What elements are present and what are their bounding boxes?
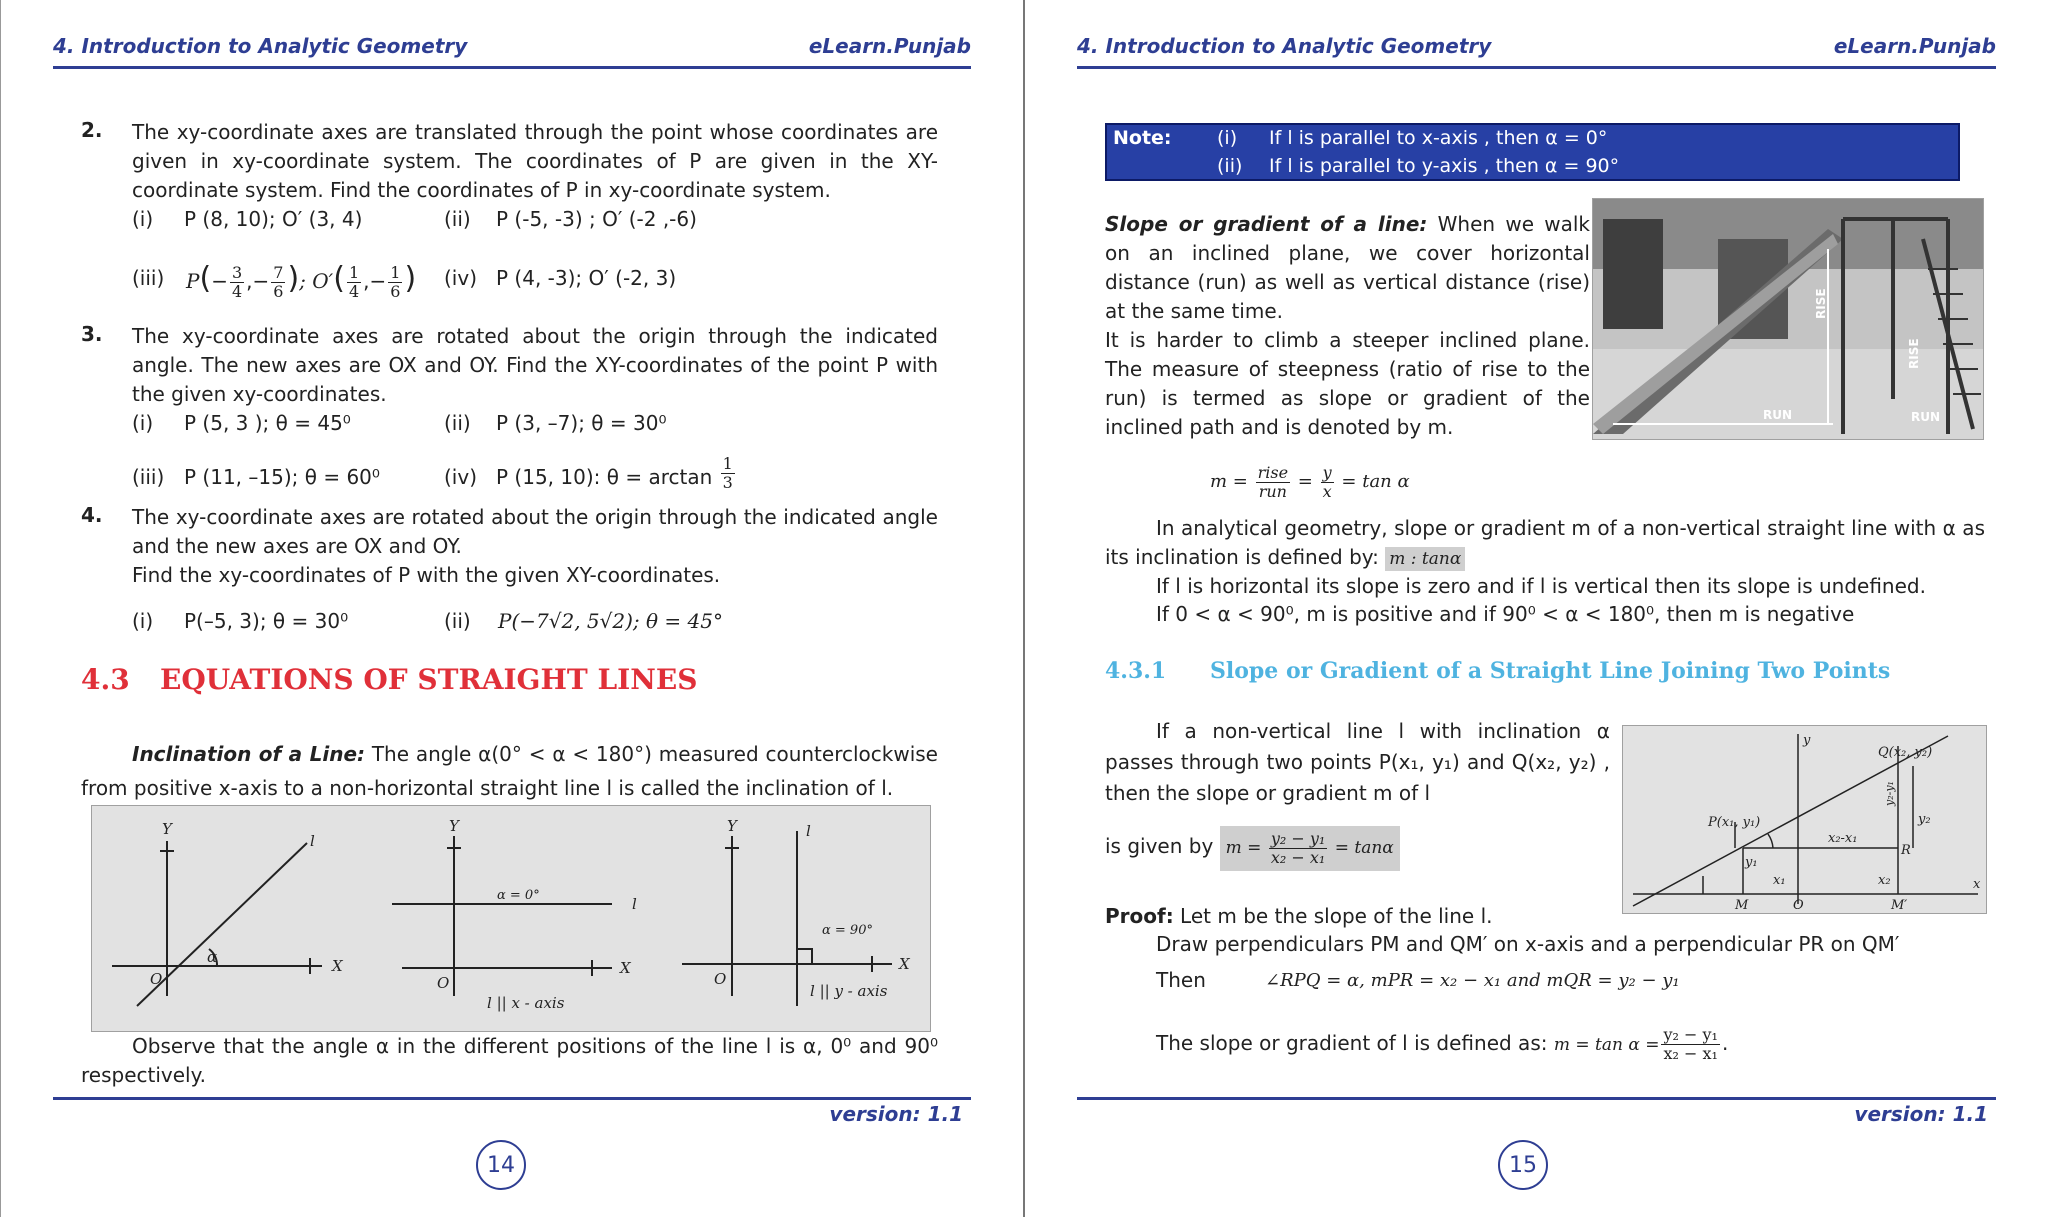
slide-illustration <box>1593 199 1983 439</box>
given-by-line: is given by m = $\frac{\text{y₂ − y₁}}{\text{x₂ − x₁}}$ = tanα <box>1105 826 1400 871</box>
fig2-x1-label: x₁ <box>1773 873 1786 888</box>
fig-y-label: Y <box>162 820 172 838</box>
part-label: (i) <box>132 411 154 435</box>
proof-line: Proof: Let m be the slope of the line l. <box>1105 904 1493 928</box>
photo-run-label: RUN <box>1911 410 1941 424</box>
version-label: version: 1.1 <box>829 1102 963 1126</box>
question-number: 2. <box>81 118 103 142</box>
part-label: (iv) <box>444 465 477 489</box>
fig2-q-label: Q(x₂, y₂) <box>1878 745 1933 760</box>
chapter-title: 4. Introduction to Analytic Geometry <box>53 34 468 58</box>
part-label: (ii) <box>444 411 471 435</box>
two-point-diagram <box>1623 726 1986 913</box>
left-page <box>0 0 1023 1217</box>
fig2-p-label: P(x₁, y₁) <box>1708 815 1761 830</box>
part-value: P (8, 10); O′ (3, 4) <box>184 207 363 231</box>
fig2-y-label: y <box>1803 733 1811 748</box>
footer-rule <box>1077 1097 1996 1100</box>
note-item-label: (i) <box>1217 127 1238 149</box>
proof-then-equation: ∠RPQ = α, mPR = x₂ − x₁ and mQR = y₂ − y₁ <box>1265 970 1680 991</box>
fig-line-label: l <box>310 832 315 850</box>
note-label: Note: <box>1113 127 1172 149</box>
fig-angle-label: α = 0° <box>497 888 540 903</box>
section-title: EQUATIONS OF STRAIGHT LINES <box>160 663 698 696</box>
part-label: (ii) <box>444 207 471 231</box>
fig-angle-label: α <box>207 948 218 966</box>
slope-formula: m = $\frac{\text{rise}}{\text{run}}$ = $\frac{y}{x}$ = tan α <box>1210 462 1410 501</box>
fig-caption: l || y - axis <box>810 982 888 1000</box>
part-value: P (15, 10): θ = arctan $\frac{1}{3}$ <box>496 454 733 492</box>
question-text: The xy-coordinate axes are rotated about the origin through the indicated angle and the new axes are OX and OY. <box>132 505 938 558</box>
fig2-o-label: O <box>1793 898 1804 913</box>
defined-equation: m : tanα <box>1385 547 1465 571</box>
horizontal-vertical-text: If l is horizontal its slope is zero and if l is vertical then its slope is undefined. <box>1156 574 1926 598</box>
fig-line-label: l <box>632 895 637 913</box>
part-value: P(–5, 3); θ = 30⁰ <box>184 609 349 633</box>
question-text: The xy-coordinate axes are translated through the point whose coordinates are given in xy-coordinate system. The coordinates of P are given in the XY-coordinate system. Find the coordinates of P in xy-coordinate system. <box>132 120 938 202</box>
part-label: (iii) <box>132 266 165 290</box>
question-number: 4. <box>81 503 103 527</box>
brand-name: eLearn.Punjab <box>808 34 971 58</box>
chapter-title: 4. Introduction to Analytic Geometry <box>1077 34 1492 58</box>
right-page <box>1025 0 2048 1217</box>
page-number: 14 <box>476 1140 526 1190</box>
part-value: P (4, -3); O′ (-2, 3) <box>496 266 677 290</box>
fig-x-label: X <box>620 959 631 977</box>
two-points-paragraph: If a non-vertical line l with inclination α passes through two points P(x₁, y₁) and Q(x₂, y₂) , then the slope or gradient m of l <box>1105 719 1610 805</box>
section-number: 4.3 <box>81 663 130 696</box>
slope-paragraph: Slope or gradient of a line: When we walk on an inclined plane, we cover horizontal distance (run) as well as vertical distance (rise) at the same time. <box>1105 212 1590 323</box>
photo-rise-label: RISE <box>1814 288 1828 319</box>
part-value: P (5, 3 ); θ = 45⁰ <box>184 411 351 435</box>
fig-origin-label: O <box>437 974 450 992</box>
note-box <box>1105 123 1960 181</box>
fig2-x2-label: x₂ <box>1878 873 1891 888</box>
part-value: P (11, –15); θ = 60⁰ <box>184 465 380 489</box>
fig-x-label: X <box>332 957 343 975</box>
note-item: If l is parallel to y-axis , then α = 90° <box>1269 155 1620 177</box>
fig2-dx-label: x₂-x₁ <box>1828 831 1858 846</box>
fig2-m2-label: M′ <box>1891 898 1908 913</box>
inclination-figure <box>91 805 931 1032</box>
fig-origin-label: O <box>150 970 163 988</box>
part-label: (ii) <box>444 609 471 633</box>
note-item: If l is parallel to x-axis , then α = 0° <box>1269 127 1608 149</box>
fig-line-label: l <box>806 822 811 840</box>
question-text: The xy-coordinate axes are rotated about the origin through the indicated angle. The new axes are OX and OY. Find the XY-coordinates of the point P with the given xy-coordinates. <box>132 324 938 406</box>
note-item-label: (ii) <box>1217 155 1243 177</box>
proof-final: The slope or gradient of l is defined as: m = tan α = $\frac{\text{y₂ − y₁}}{\text{x₂ − x₁}}$ . <box>1156 1025 1729 1063</box>
proof-then: Then <box>1156 968 1206 992</box>
page-header <box>1077 34 1996 69</box>
slide-photo <box>1592 198 1984 440</box>
fig2-y2-label: y₂ <box>1918 812 1931 827</box>
part-label: (iii) <box>132 465 165 489</box>
positive-negative-text: If 0 < α < 90⁰, m is positive and if 90⁰ < α < 180⁰, then m is negative <box>1156 602 1855 626</box>
fig-x-label: X <box>899 955 910 973</box>
given-equation: m = $\frac{\text{y₂ − y₁}}{\text{x₂ − x₁}}$ = tanα <box>1220 826 1400 871</box>
steepness-paragraph: It is harder to climb a steeper inclined plane. The measure of steepness (ratio of rise to the run) is termed as slope or gradient of the inclined path and is denoted by m. <box>1105 328 1590 439</box>
proof-perpendiculars: Draw perpendiculars PM and QM′ on x-axis and a perpendicular PR on QM′ <box>1156 932 1900 956</box>
fig-origin-label: O <box>714 970 727 988</box>
fig2-dy-label: y₂-y₁ <box>1883 781 1896 806</box>
part-value-fraction-coords: P(− $\frac{3}{4}$ ,− $\frac{7}{6}$ ); O′( $\frac{1}{4}$ ,− $\frac{1}{6}$ ) <box>186 261 417 301</box>
part-value: P (3, –7); θ = 30⁰ <box>496 411 667 435</box>
photo-run-label: RUN <box>1763 408 1793 422</box>
inclination-diagram <box>92 806 930 1031</box>
part-value: P (-5, -3) ; O′ (-2 ,-6) <box>496 207 697 231</box>
footer-rule <box>53 1097 971 1100</box>
subsection-number: 4.3.1 <box>1105 658 1167 684</box>
two-point-figure <box>1622 725 1987 914</box>
fig2-r-label: R <box>1901 843 1911 858</box>
question-text-2: Find the xy-coordinates of P with the given XY-coordinates. <box>132 563 721 587</box>
fig-caption: l || x - axis <box>487 994 565 1012</box>
question-number: 3. <box>81 322 103 346</box>
part-label: (i) <box>132 207 154 231</box>
part-label: (iv) <box>444 266 477 290</box>
fig-y-label: Y <box>449 817 459 835</box>
fig-angle-label: α = 90° <box>822 923 873 938</box>
inclination-paragraph: Inclination of a Line: The angle α(0° < α < 180°) measured counterclockwise from positive x-axis to a non-horizontal straight line l is called the inclination of l. <box>81 742 938 800</box>
fig2-y1-label: y₁ <box>1745 855 1758 870</box>
observe-paragraph: Observe that the angle α in the different positions of the line l is α, 0⁰ and 90⁰ respectively. <box>81 1034 938 1087</box>
page-number: 15 <box>1498 1140 1548 1190</box>
page-header <box>53 34 971 69</box>
part-label: (i) <box>132 609 154 633</box>
subsection-title: Slope or Gradient of a Straight Line Joining Two Points <box>1210 658 1891 684</box>
analytical-paragraph: In analytical geometry, slope or gradient m of a non-vertical straight line with α as its inclination is defined by: m : tanα <box>1105 516 1985 569</box>
fig-y-label: Y <box>727 817 737 835</box>
fig2-x-label: x <box>1973 877 1981 892</box>
fig2-m-label: M <box>1735 898 1749 913</box>
part-value: P(−7√2, 5√2); θ = 45° <box>498 609 723 633</box>
version-label: version: 1.1 <box>1854 1102 1988 1126</box>
photo-rise-label: RISE <box>1907 338 1921 369</box>
brand-name: eLearn.Punjab <box>1833 34 1996 58</box>
